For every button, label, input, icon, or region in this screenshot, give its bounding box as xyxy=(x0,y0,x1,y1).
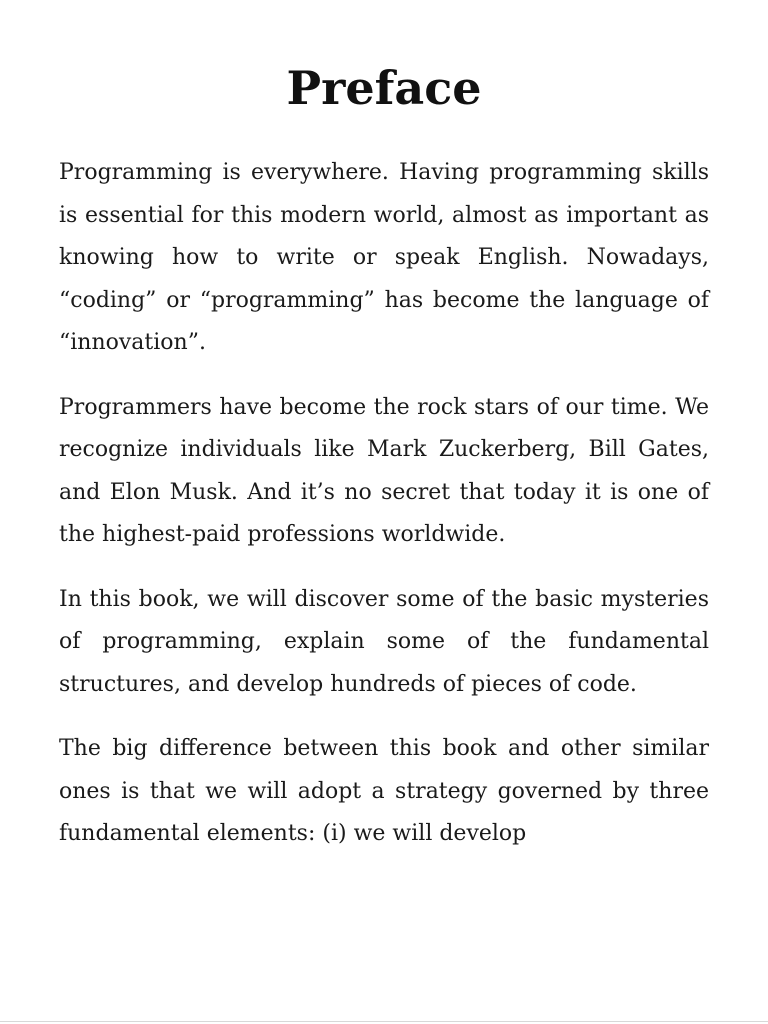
paragraph-2: Programmers have become the rock stars of our time. We recognize individuals like Mark Zuckerberg, Bill Gates, and Elon Musk. And it’s no secret that today it is one of the highest-paid professions worldwide. xyxy=(59,394,709,547)
paragraph-4: The big difference between this book and other similar ones is that we will adopt a strategy governed by three fundamental elements: (i) we will develop xyxy=(59,736,709,846)
page-title: Preface xyxy=(286,61,482,115)
paragraph-3: In this book, we will discover some of the basic mysteries of programming, explain some of the fundamental structures, and develop hundreds of pieces of code. xyxy=(59,586,709,697)
page-bottom-divider xyxy=(0,1021,768,1022)
body-text xyxy=(59,152,709,878)
paragraph-1: Programming is everywhere. Having programming skills is essential for this modern world, almost as important as knowing how to write or speak English. Nowadays, “coding” or “programming” has become the language of “innovation”. xyxy=(59,160,709,355)
